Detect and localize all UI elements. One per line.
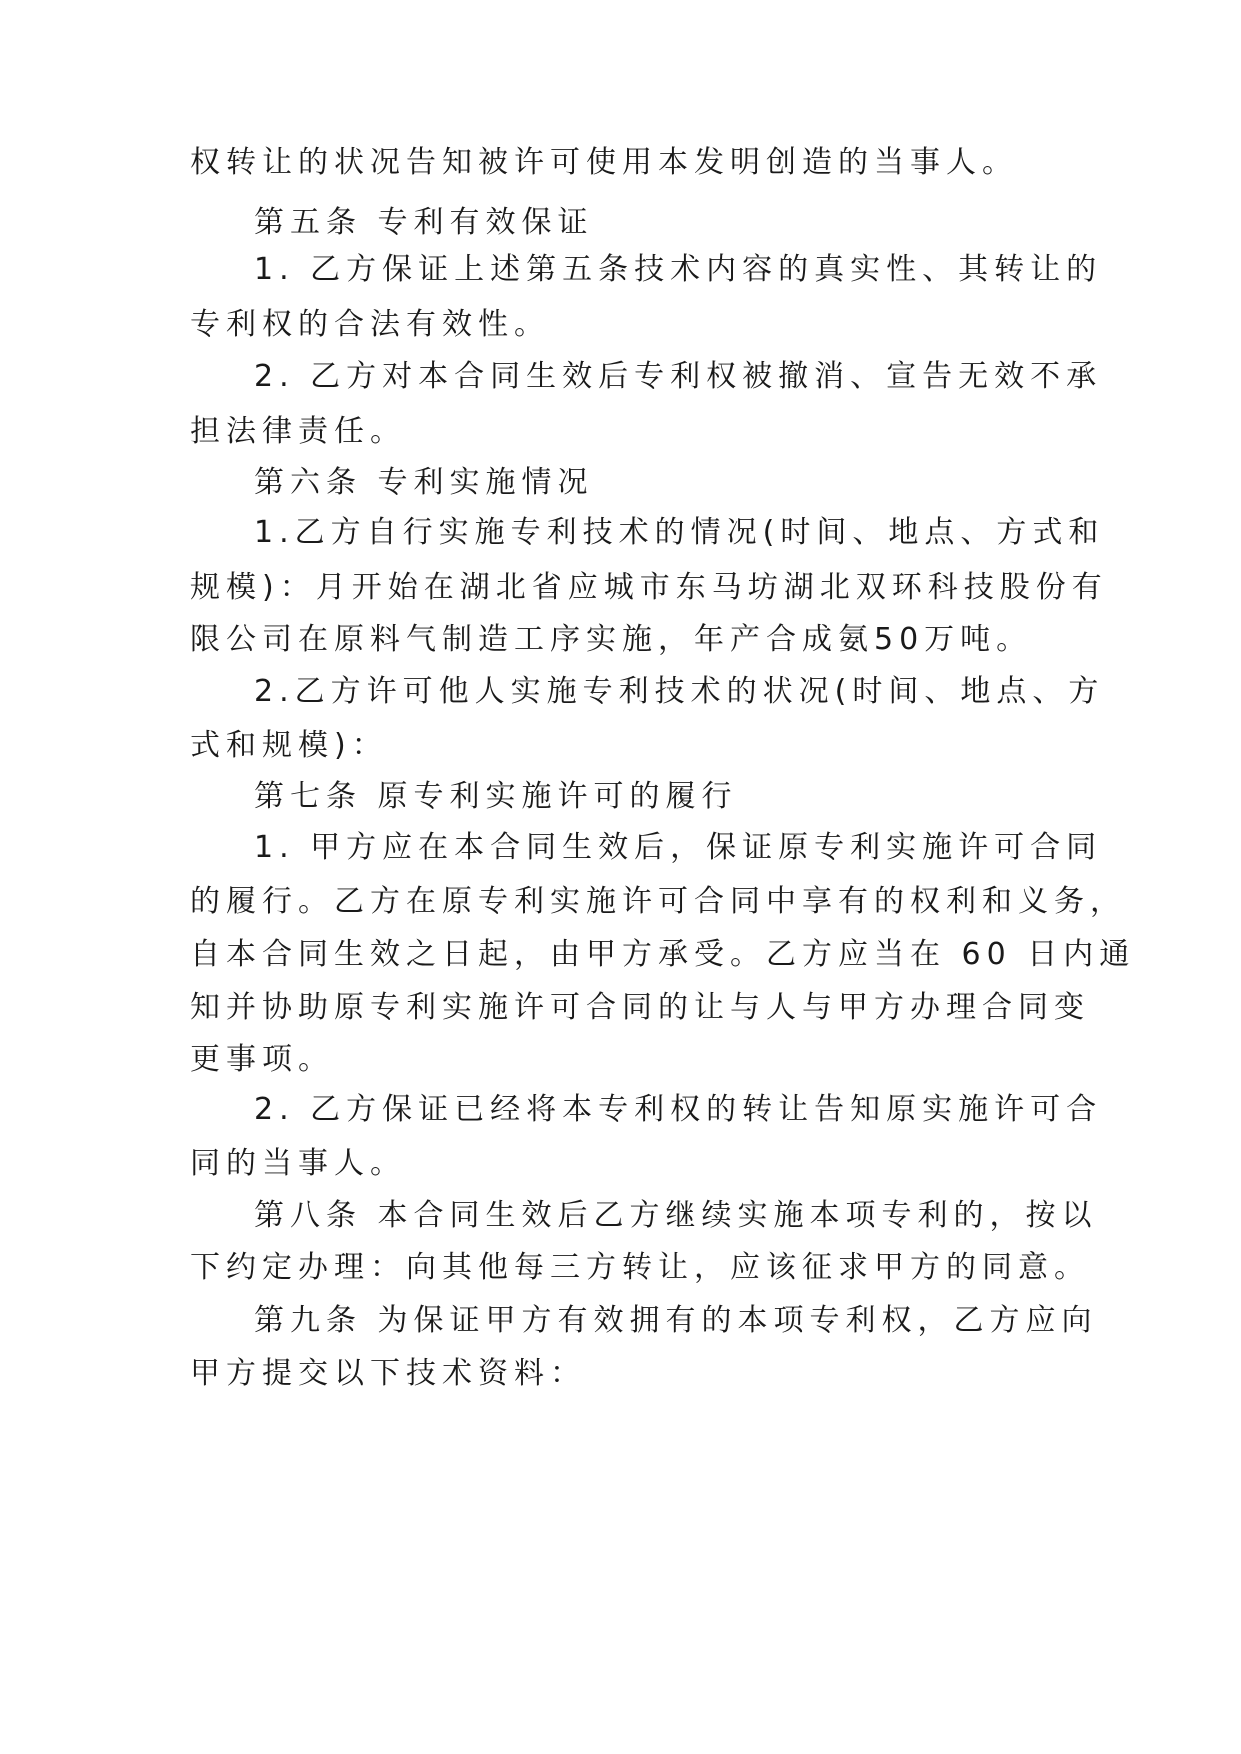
text-line: 2.乙方许可他人实施专利技术的状况(时间、地点、方 xyxy=(254,674,1105,709)
text-line: 1. 甲方应在本合同生效后，保证原专利实施许可合同 xyxy=(254,830,1103,865)
text-line: 的履行。乙方在原专利实施许可合同中享有的权利和义务， xyxy=(190,884,1126,919)
text-line: 2. 乙方对本合同生效后专利权被撤消、宣告无效不承 xyxy=(254,359,1103,394)
text-line: 知并协助原专利实施许可合同的让与人与甲方办理合同变 xyxy=(190,990,1090,1025)
text-line: 担法律责任。 xyxy=(190,414,406,449)
section-heading: 第六条 专利实施情况 xyxy=(254,465,594,500)
text-line: 自本合同生效之日起，由甲方承受。乙方应当在 60 日内通 xyxy=(190,937,1136,972)
text-line: 下约定办理：向其他每三方转让，应该征求甲方的同意。 xyxy=(190,1250,1090,1285)
text-line: 1. 乙方保证上述第五条技术内容的真实性、其转让的 xyxy=(254,252,1103,287)
text-line: 2. 乙方保证已经将本专利权的转让告知原实施许可合 xyxy=(254,1092,1103,1127)
text-line: 专利权的合法有效性。 xyxy=(190,307,550,342)
text-line: 同的当事人。 xyxy=(190,1146,406,1181)
text-line: 更事项。 xyxy=(190,1042,334,1077)
text-line: 1.乙方自行实施专利技术的情况(时间、地点、方式和 xyxy=(254,515,1105,550)
text-line: 限公司在原料气制造工序实施，年产合成氨50万吨。 xyxy=(190,622,1033,657)
section-heading: 第九条 为保证甲方有效拥有的本项专利权，乙方应向 xyxy=(254,1303,1098,1338)
section-heading: 第七条 原专利实施许可的履行 xyxy=(254,779,738,814)
text-line: 甲方提交以下技术资料： xyxy=(190,1356,586,1391)
section-heading: 第八条 本合同生效后乙方继续实施本项专利的，按以 xyxy=(254,1198,1098,1233)
section-heading: 第五条 专利有效保证 xyxy=(254,205,594,240)
text-line: 规模)：月开始在湖北省应城市东马坊湖北双环科技股份有 xyxy=(190,570,1108,605)
text-line: 权转让的状况告知被许可使用本发明创造的当事人。 xyxy=(190,145,1018,180)
text-line: 式和规模)： xyxy=(190,728,388,763)
